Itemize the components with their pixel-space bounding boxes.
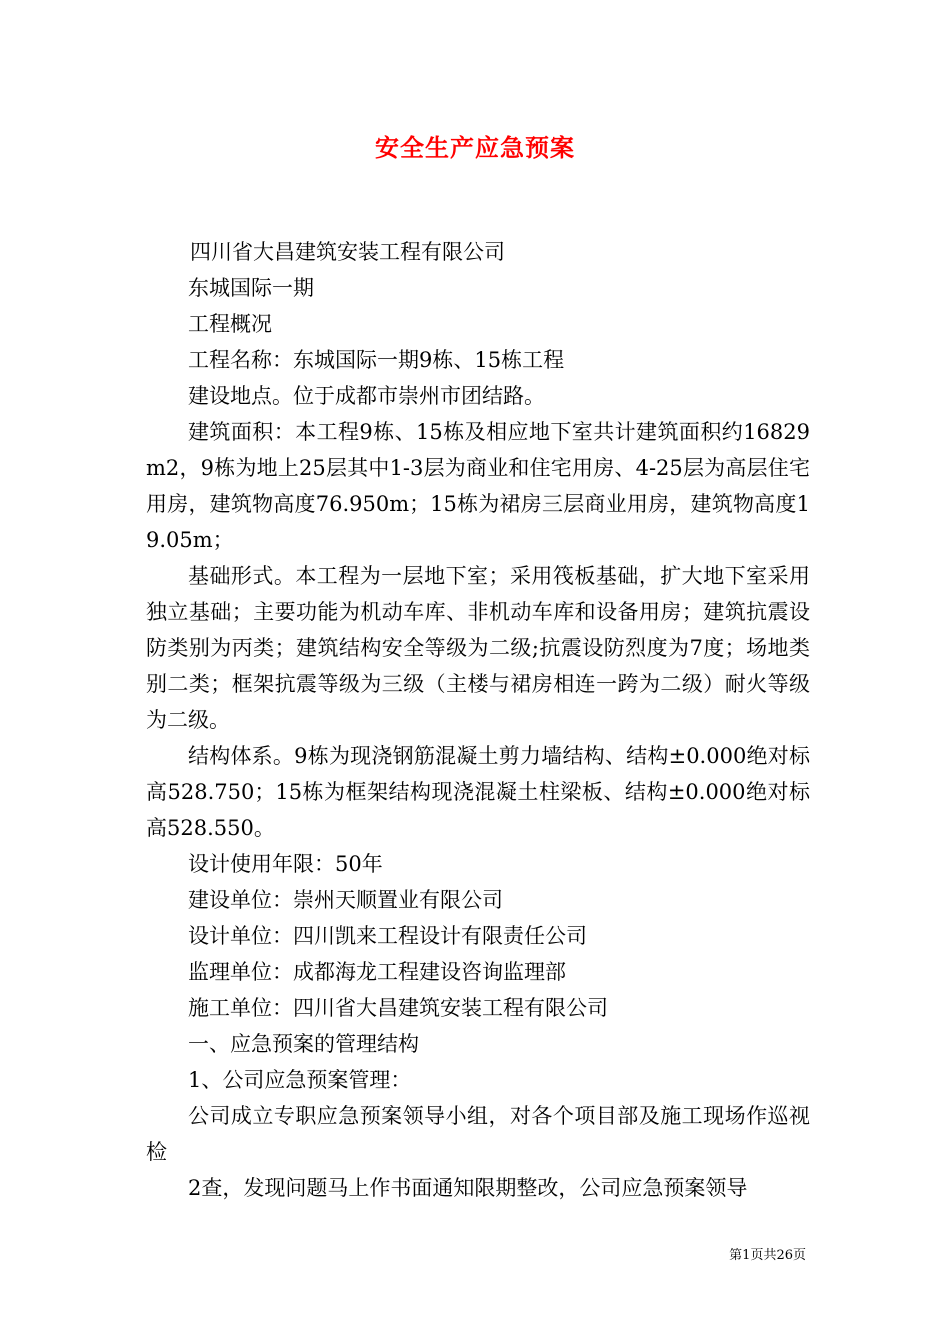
paragraph-contractor: 施工单位：四川省大昌建筑安装工程有限公司 <box>188 996 608 1020</box>
paragraph-subsection-heading: 1、公司应急预案管理： <box>188 1068 412 1092</box>
paragraph-area: 建筑面积：本工程9栋、15栋及相应地下室共计建筑面积约16829m2，9栋为地上25层其中1-3层为商业和住宅用房、4-25层为高层住宅用房，建筑物高度76.950m；15栋为裙房三层商业用房，建筑物高度19.05m； <box>146 420 810 552</box>
paragraph-structure: 结构体系。9栋为现浇钢筋混凝土剪力墙结构、结构±0.000绝对标高528.750；15栋为框架结构现浇混凝土柱梁板、结构±0.000绝对标高528.550。 <box>146 744 810 840</box>
paragraph-designer: 设计单位：四川凯来工程设计有限责任公司 <box>188 924 587 948</box>
document-body <box>146 234 810 1206</box>
paragraph-service-life: 设计使用年限：50年 <box>188 852 383 876</box>
paragraph-location: 建设地点。位于成都市崇州市团结路。 <box>188 384 545 408</box>
paragraph-project-name: 工程名称：东城国际一期9栋、15栋工程 <box>188 348 565 372</box>
paragraph-overview-heading: 工程概况 <box>188 312 272 336</box>
paragraph-owner: 建设单位：崇州天顺置业有限公司 <box>188 888 503 912</box>
page-number: 第1页共26页 <box>729 1248 806 1263</box>
document-title: 安全生产应急预案 <box>375 133 575 162</box>
paragraph-project: 东城国际一期 <box>188 276 314 300</box>
paragraph-supervisor: 监理单位：成都海龙工程建设咨询监理部 <box>188 960 566 984</box>
paragraph-management-2: 2查，发现问题马上作书面通知限期整改，公司应急预案领导 <box>188 1176 748 1200</box>
paragraph-section-heading: 一、应急预案的管理结构 <box>188 1032 419 1056</box>
paragraph-management-1: 公司成立专职应急预案领导小组，对各个项目部及施工现场作巡视检 <box>146 1104 810 1164</box>
paragraph-foundation: 基础形式。本工程为一层地下室；采用筏板基础，扩大地下室采用独立基础；主要功能为机动车库、非机动车库和设备用房；建筑抗震设防类别为丙类；建筑结构安全等级为二级;抗震设防烈度为7度；场地类别二类；框架抗震等级为三级（主楼与裙房相连一跨为二级）耐火等级为二级。 <box>146 564 810 732</box>
paragraph-company: 四川省大昌建筑安装工程有限公司 <box>190 240 505 264</box>
